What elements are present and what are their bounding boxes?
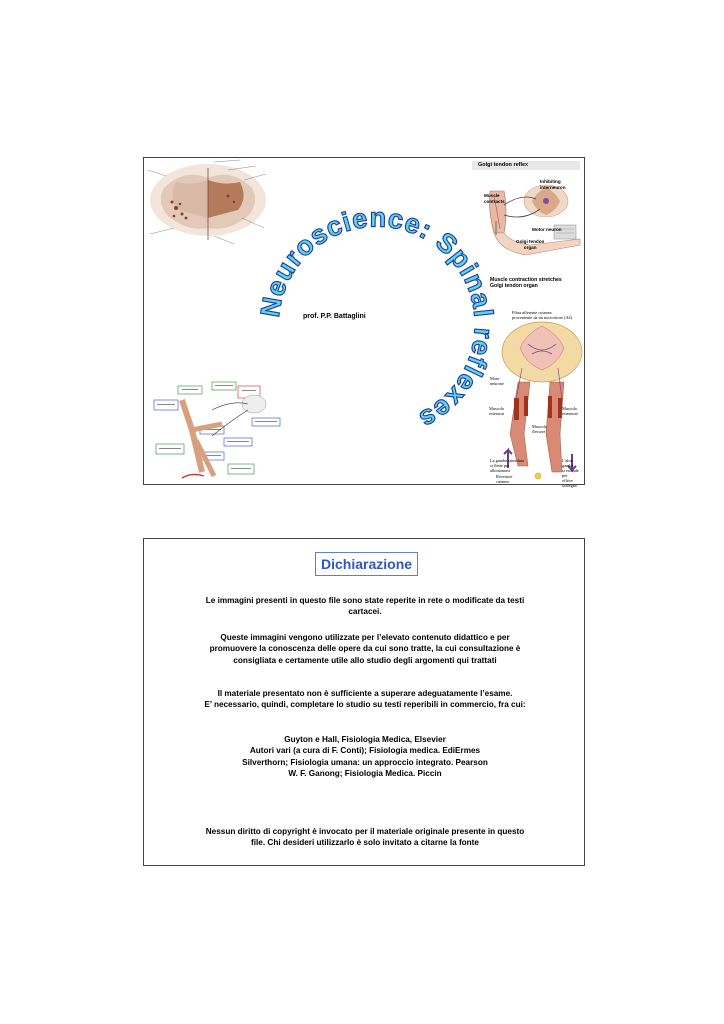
muscolo-estensori-label-2: estensori <box>489 411 505 416</box>
muscle-label: Muscle <box>484 193 500 198</box>
altra-label-1: L'altra gamba <box>562 458 574 468</box>
paragraph-line: Le immagini presenti in questo file sono state reperite in rete o modificate da testi <box>205 596 525 605</box>
inhibiting-label: Inhibiting <box>540 179 561 184</box>
slide-title: Neuroscience: Spinal reflexes <box>254 202 499 436</box>
muscolo-estensore-label-1: Muscolo <box>562 406 578 411</box>
references-list <box>164 734 566 780</box>
paragraph-3 <box>164 688 566 711</box>
withdrawal-reflex-figure <box>488 308 584 488</box>
motor-neuron-label: Motor neuron <box>532 227 562 232</box>
recettore-label-1: Recettore <box>496 474 513 479</box>
contracts-label: contracts <box>484 198 505 204</box>
recettore-label-2: cutaneo <box>496 479 510 484</box>
paragraph-line: promuovere la conoscenza delle opere da cui sono tratte, la cui consultazione è <box>209 644 521 654</box>
golgi-caption-1: Muscle contraction stretches <box>490 277 562 283</box>
paragraph-line: Nessun diritto di copyright è invocato per il materiale originale presente in questo <box>205 827 525 836</box>
disclaimer-slide <box>143 538 585 866</box>
paragraph-2 <box>164 632 566 666</box>
muscolo-estensore-label-2: estensore <box>562 411 578 416</box>
slide-title: Dichiarazione <box>315 552 418 576</box>
muscolo-flessore-label-1: Muscolo <box>532 424 548 429</box>
reflex-pathway-figure <box>152 380 288 482</box>
paragraph-line: consigliata e certamente utile allo studio degli argomenti qui trattati <box>233 655 497 665</box>
svg-text:Neuroscience: Spinal reflexes <box>255 202 499 435</box>
muscolo-estensori-label-1: Muscolo <box>489 406 505 411</box>
paragraph-1 <box>164 595 566 618</box>
title-slide <box>143 157 585 488</box>
organ-label: organ <box>523 244 537 250</box>
golgi-tendon-label: Golgi tendon <box>516 239 545 244</box>
altra-label-3: offrire <box>562 478 573 483</box>
paragraph-5 <box>164 826 566 849</box>
golgi-header: Golgi tendon reflex <box>472 161 580 170</box>
paragraph-line: Queste immagini vengono utilizzate per l’elevato contenuto didattico e per <box>220 633 510 642</box>
reference-item: Autori vari (a cura di F. Conti); Fisiologia medica. EdiErmes <box>249 746 481 756</box>
moto-label-2: neurone <box>490 381 504 386</box>
reference-item: Silverthorn; Fisiologia umana: un approccio integrato. Pearson <box>242 757 488 767</box>
paragraph-line: cartacei. <box>348 607 382 617</box>
golgi-caption-2: Golgi tendon organ <box>490 283 538 290</box>
altra-label-4: sostegno <box>562 483 578 488</box>
fibra-label-1: Fibra afferente cutanea <box>512 310 552 315</box>
muscolo-flessore-label-2: flessore <box>532 429 546 434</box>
gamba-label-1: La gamba stimolata <box>490 458 524 463</box>
reference-item: W. F. Ganong; Fisiologia Medica. Piccin <box>288 769 442 779</box>
gamba-label-3: allontanarsi <box>490 468 511 473</box>
interneuron-label: interneuron <box>540 184 566 190</box>
author-name: prof. P.P. Battaglini <box>303 313 366 320</box>
paragraph-line: E’ necessario, quindi, completare lo studio su testi reperibili in commercio, fra cui: <box>204 700 526 710</box>
fibra-label-2: proveniente da un nocicettore (Aδ) <box>512 315 573 320</box>
paragraph-line: file. Chi desideri utilizzarlo è solo invitato a citarne la fonte <box>251 838 479 848</box>
altra-label-2: si estende per <box>562 468 579 478</box>
moto-label-1: Moto- <box>490 376 501 381</box>
reference-item: Guyton e Hall, Fisiologia Medica, Elsevier <box>284 735 446 744</box>
gamba-label-2: si flette per <box>490 463 510 468</box>
paragraph-line: Il materiale presentato non è sufficiente a superare adeguatamente l’esame. <box>217 689 513 698</box>
